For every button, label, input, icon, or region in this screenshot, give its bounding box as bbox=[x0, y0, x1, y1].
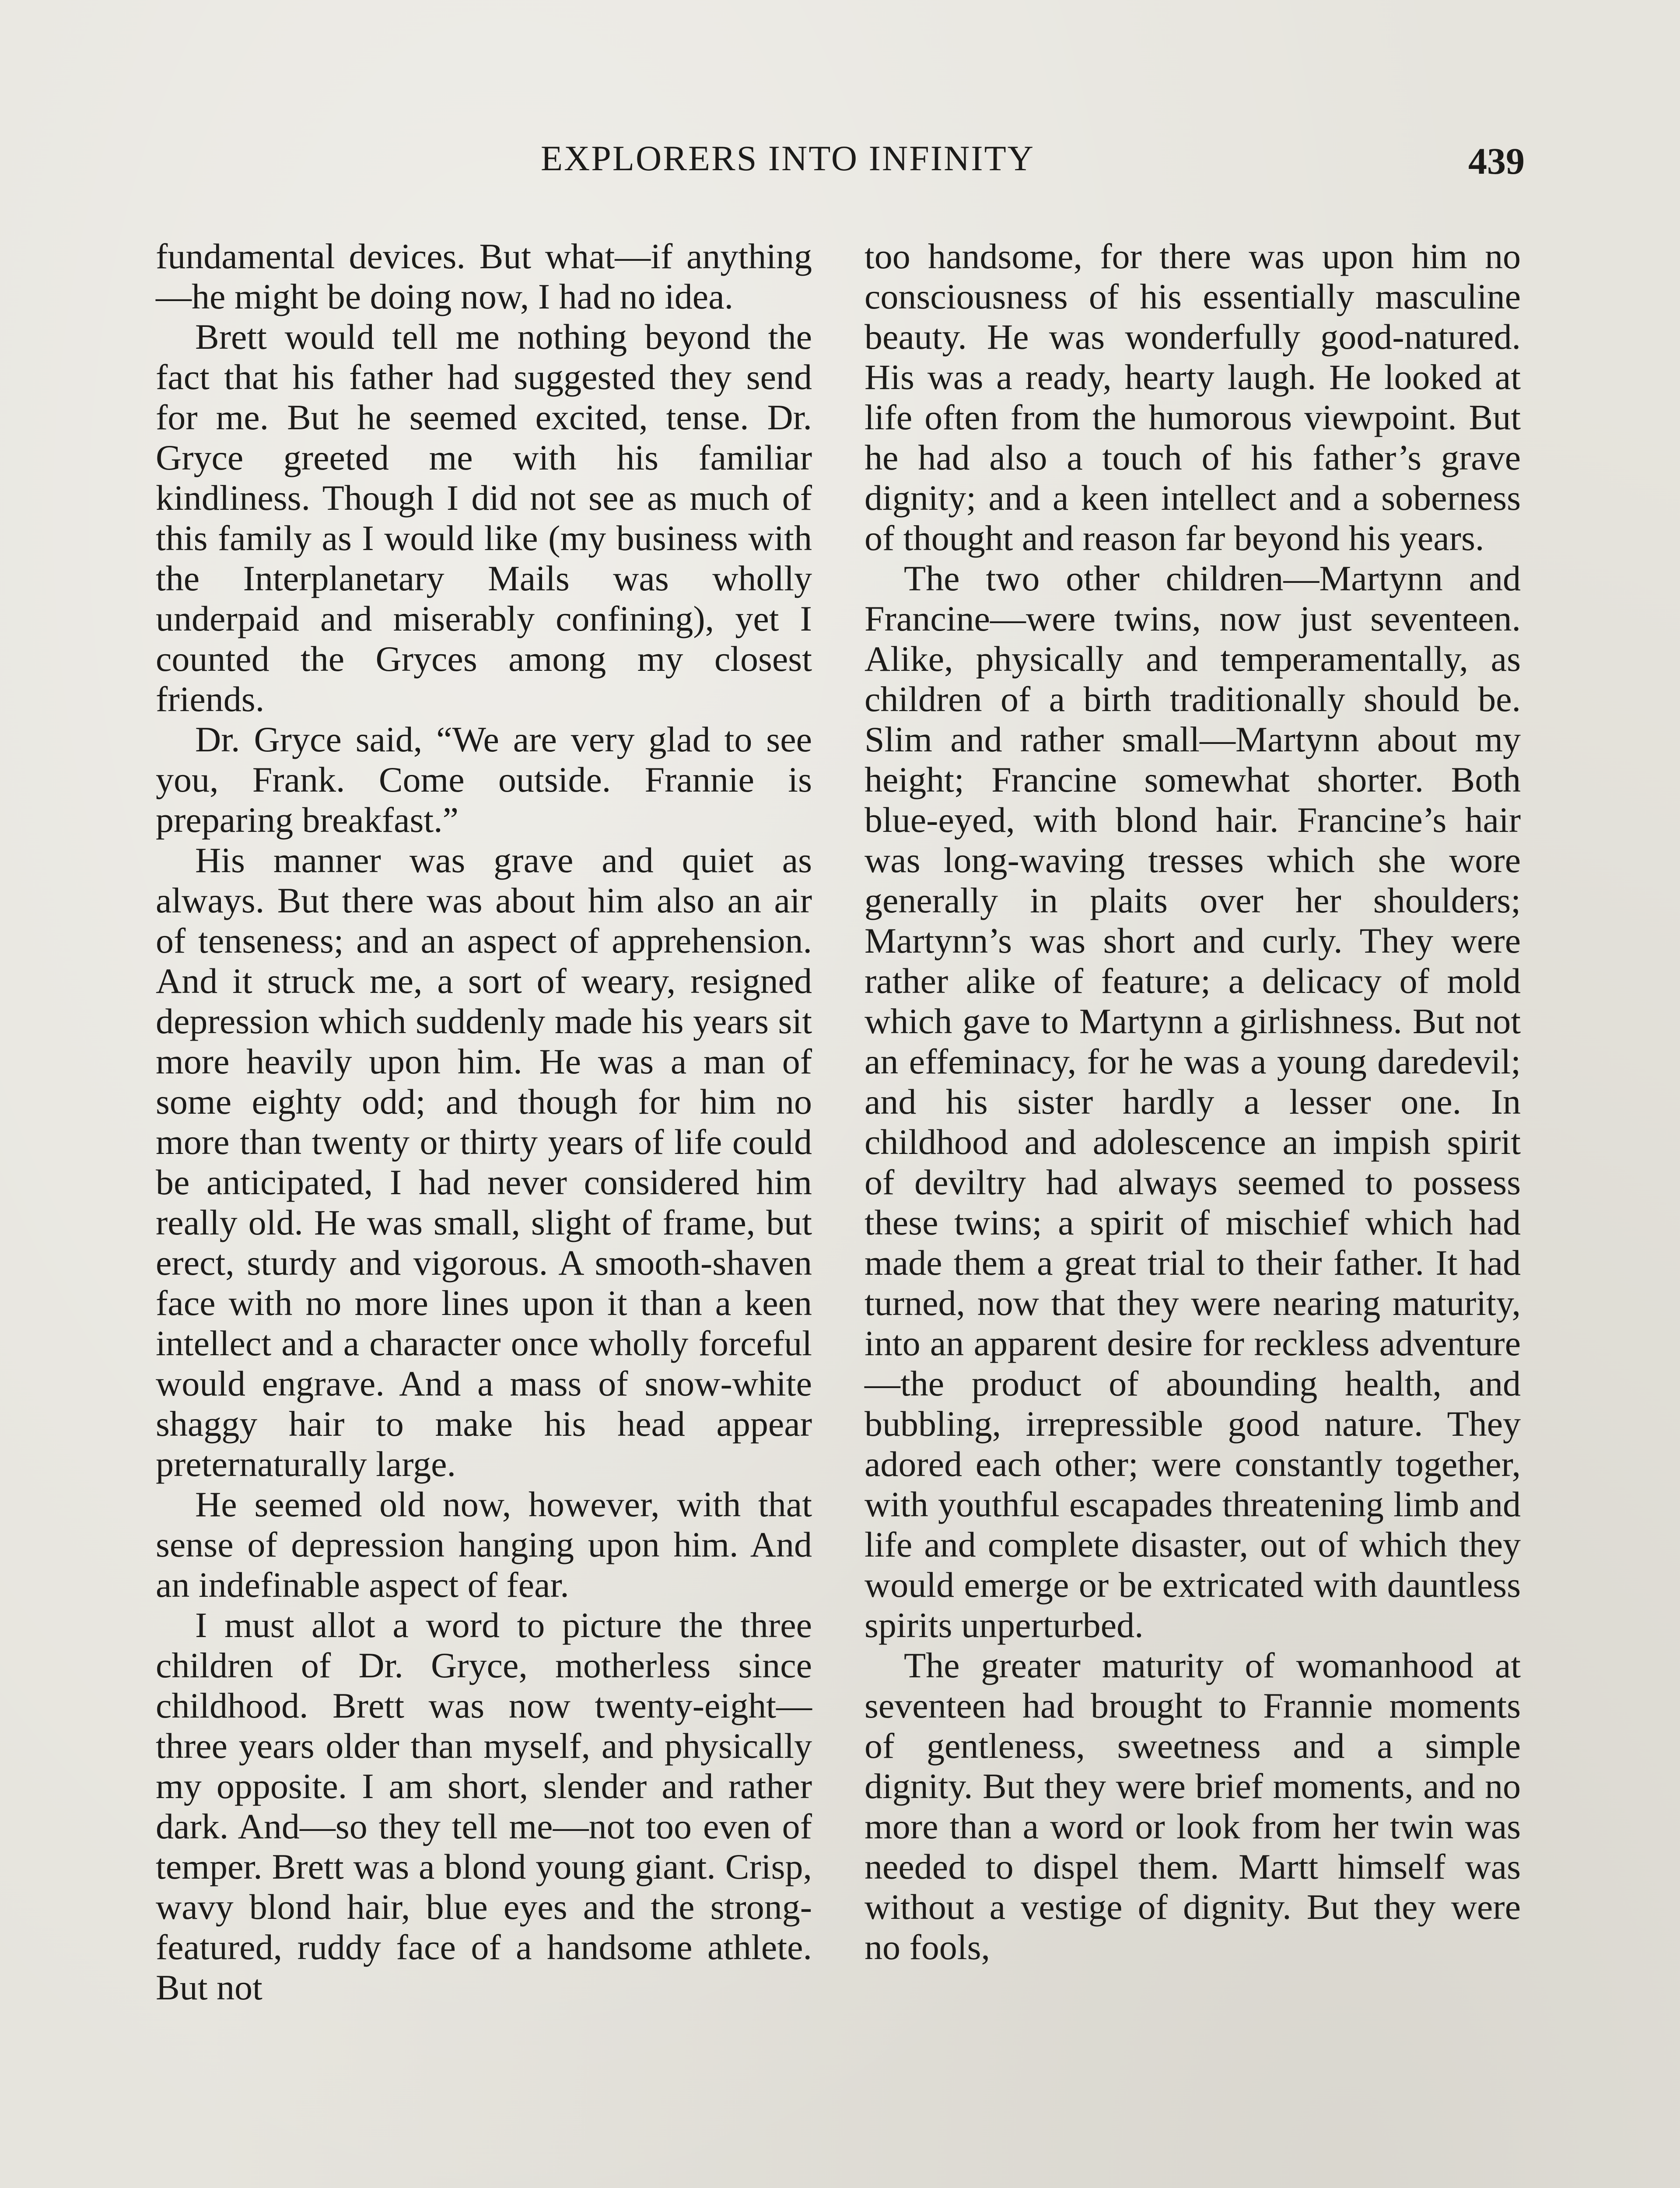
paragraph: I must allot a word to picture the three children of Dr. Gryce, motherless since childhood. Brett was now twenty-eight—three years older than myself, and physically my opposite. I am short, slender and rather dark. And—so they tell me—not too even of temper. Brett was a blond young giant. Crisp, wavy blond hair, blue eyes and the strong-featured, ruddy face of a handsome athlete. But not bbox=[156, 1605, 812, 2007]
paragraph: The greater maturity of womanhood at seventeen had brought to Frannie moments of gentleness, sweetness and a simple dignity. But they were brief moments, and no more than a word or look from her twin was needed to dispel them. Martt himself was without a vestige of dignity. But they were no fools, bbox=[864, 1645, 1521, 1967]
paragraph: The two other children—Martynn and Francine—were twins, now just seventeen. Alike, physically and temperamentally, as children of a birth traditionally should be. Slim and rather small—Martynn about my height; Francine somewhat shorter. Both blue-eyed, with blond hair. Francine’s hair was long-waving tresses which she wore generally in plaits over her shoulders; Martynn’s was short and curly. They were rather alike of feature; a delicacy of mold which gave to Martynn a girlishness. But not an effeminacy, for he was a young daredevil; and his sister hardly a lesser one. In childhood and adolescence an impish spirit of deviltry had always seemed to possess these twins; a spirit of mischief which had made them a great trial to their father. It had turned, now that they were nearing maturity, into an apparent desire for reckless adventure—the product of abounding health, and bubbling, irrepressible good nature. They adored each other; were constantly together, with youthful escapades threatening limb and life and complete disaster, out of which they would emerge or be extricated with dauntless spirits unperturbed. bbox=[864, 558, 1521, 1645]
paragraph: too handsome, for there was upon him no consciousness of his essentially masculine beauty. He was wonderfully good-natured. His was a ready, hearty laugh. He looked at life often from the humorous viewpoint. But he had also a touch of his father’s grave dignity; and a keen intellect and a soberness of thought and reason far beyond his years. bbox=[864, 236, 1521, 558]
paragraph: Brett would tell me nothing beyond the fact that his father had suggested they send for me. But he seemed excited, tense. Dr. Gryce greeted me with his familiar kindliness. Though I did not see as much of this family as I would like (my business with the Interplanetary Mails was wholly underpaid and miserably confining), yet I counted the Gryces among my closest friends. bbox=[156, 317, 812, 719]
paragraph: Dr. Gryce said, “We are very glad to see you, Frank. Come outside. Frannie is preparing breakfast.” bbox=[156, 719, 812, 840]
paragraph: He seemed old now, however, with that sense of depression hanging upon him. And an indefinable aspect of fear. bbox=[156, 1484, 812, 1605]
right-column bbox=[864, 236, 1521, 1967]
paragraph: His manner was grave and quiet as always. But there was about him also an air of tenseness; and an aspect of apprehension. And it struck me, a sort of weary, resigned depression which suddenly made his years sit more heavily upon him. He was a man of some eighty odd; and though for him no more than twenty or thirty years of life could be anticipated, I had never considered him really old. He was small, slight of frame, but erect, sturdy and vigorous. A smooth-shaven face with no more lines upon it than a keen intellect and a character once wholly forceful would engrave. And a mass of snow-white shaggy hair to make his head appear preternaturally large. bbox=[156, 840, 812, 1484]
paragraph: fundamental devices. But what—if anything—he might be doing now, I had no idea. bbox=[156, 236, 812, 316]
running-title: EXPLORERS INTO INFINITY bbox=[541, 138, 1035, 178]
page-number: 439 bbox=[1468, 140, 1525, 182]
left-column bbox=[156, 236, 812, 2008]
